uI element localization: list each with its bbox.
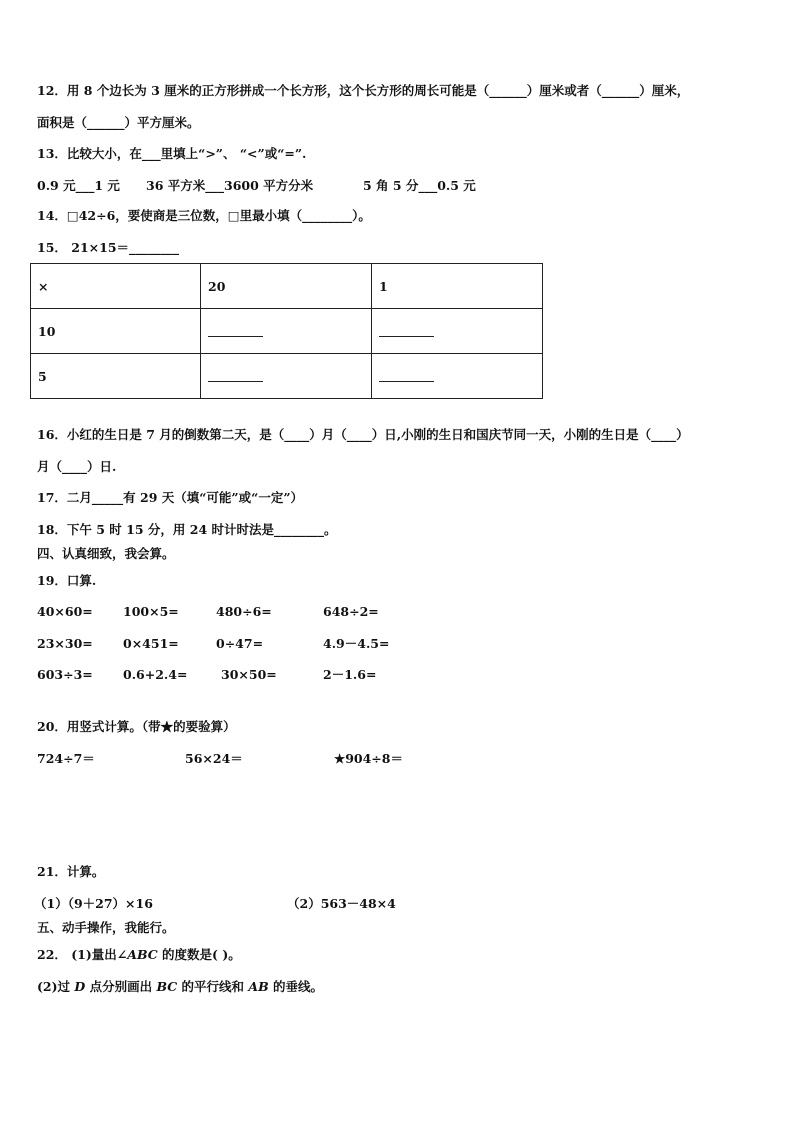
table-row-label: 10	[31, 309, 201, 354]
section-5-heading: 五、动手操作，我能行。	[37, 920, 175, 935]
mental-math-item: 23×30=	[37, 636, 93, 651]
mental-math-item: 648÷2=	[323, 604, 379, 619]
q13-item-3: 5 角 5 分___0.5 元	[363, 178, 476, 193]
answer-blank-cell[interactable]	[372, 309, 543, 354]
mental-math-item: 0×451=	[123, 636, 179, 651]
q16-line1: 16．小红的生日是 7 月的倒数第二天，是（____）月（____）日,小刚的生日和国庆节同一天，小刚的生日是（____）	[37, 427, 689, 442]
q18-text: 18．下午 5 时 15 分，用 24 时计时法是________。	[37, 522, 337, 537]
mental-math-item: 480÷6=	[216, 604, 272, 619]
mental-math-item: 4.9－4.5=	[323, 636, 390, 651]
q14-text: 14．□42÷6，要使商是三位数，□里最小填（________）。	[37, 208, 371, 223]
vertical-calc-item: 56×24＝	[185, 751, 243, 766]
answer-blank-cell[interactable]	[372, 354, 543, 399]
mental-math-item: 2－1.6=	[323, 667, 377, 682]
q16-line2: 月（____）日.	[37, 459, 117, 474]
mental-math-item: 0÷47=	[216, 636, 264, 651]
q13-prompt: 13．比较大小，在___里填上“>”、 “<”或“=”.	[37, 146, 307, 161]
q19-prompt: 19．口算.	[37, 573, 97, 588]
section-4-heading: 四、认真细致，我会算。	[37, 546, 175, 561]
q12-line1: 12．用 8 个边长为 3 厘米的正方形拼成一个长方形，这个长方形的周长可能是（______）厘米或者（______）厘米，	[37, 83, 690, 98]
q12-line2: 面积是（______）平方厘米。	[37, 115, 200, 130]
q17-text: 17．二月_____有 29 天（填“可能”或“一定”）	[37, 490, 304, 505]
calc-item-1: （1）（9＋27）×16	[34, 896, 153, 911]
table-row	[31, 309, 543, 354]
mental-math-item: 603÷3=	[37, 667, 93, 682]
table-header-row	[31, 264, 543, 309]
vertical-calc-item: ★904÷8＝	[334, 751, 403, 766]
q13-item-1: 0.9 元___1 元	[37, 178, 120, 193]
mental-math-item: 40×60=	[37, 604, 93, 619]
table-row-label: 5	[31, 354, 201, 399]
table-row	[31, 354, 543, 399]
q22-part1: 22． (1)量出∠ABC 的度数是( )。	[37, 947, 241, 962]
answer-blank-cell[interactable]	[201, 354, 372, 399]
table-header-cell: 20	[201, 264, 372, 309]
answer-blank-cell[interactable]	[201, 309, 372, 354]
q15-prompt: 15． 21×15＝________	[37, 240, 180, 255]
table-header-cell: ×	[31, 264, 201, 309]
multiplication-table	[30, 263, 543, 399]
q20-prompt: 20．用竖式计算。（带★的要验算）	[37, 719, 236, 734]
vertical-calc-item: 724÷7＝	[37, 751, 95, 766]
mental-math-item: 30×50=	[221, 667, 277, 682]
mental-math-item: 0.6+2.4=	[123, 667, 188, 682]
mental-math-item: 100×5=	[123, 604, 179, 619]
table-header-cell: 1	[372, 264, 543, 309]
q21-prompt: 21．计算。	[37, 864, 105, 879]
q13-item-2: 36 平方米___3600 平方分米	[146, 178, 314, 193]
calc-item-2: （2）563－48×4	[287, 896, 396, 911]
q22-part2: (2)过 D 点分别画出 BC 的平行线和 AB 的垂线。	[37, 979, 324, 994]
